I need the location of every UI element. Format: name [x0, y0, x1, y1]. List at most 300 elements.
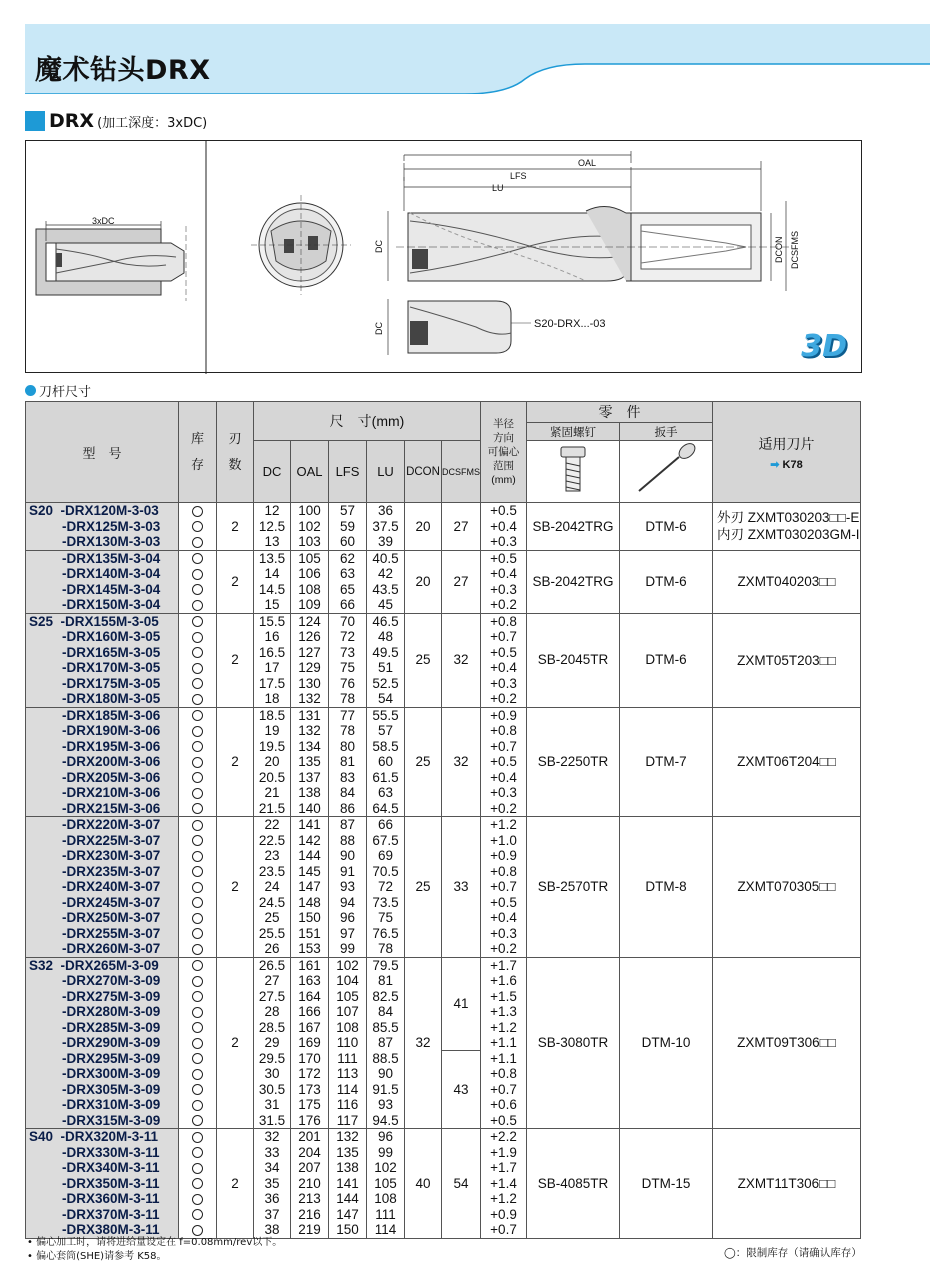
- lfs-cell: [329, 550, 367, 613]
- dc-cell: [254, 550, 291, 613]
- lu-cell-value: 78: [377, 941, 394, 956]
- stock-indicator: [179, 551, 216, 567]
- oal-cell-value: 108: [298, 581, 321, 597]
- model-name: -DRX185M-3-06: [62, 707, 161, 723]
- dc-cell-value: 22.5: [258, 832, 286, 848]
- dc-cell-value: 31.5: [258, 1112, 286, 1128]
- circle-icon: [192, 788, 203, 799]
- dc-cell-value: 20.5: [258, 769, 286, 785]
- offset-cell-value: +0.8: [490, 613, 517, 629]
- dc-cell-value: 30: [264, 1066, 280, 1081]
- circle-icon: [192, 944, 203, 955]
- lfs-cell-value: 99: [339, 941, 356, 956]
- offset-cell-value: +0.9: [490, 848, 517, 863]
- offset-cell-value: +0.9: [490, 1206, 517, 1222]
- stock-indicator: [179, 723, 216, 739]
- lfs-cell-value: 147: [336, 1206, 359, 1222]
- lfs-cell-value: 94: [339, 894, 356, 910]
- model-name: -DRX165M-3-05: [62, 644, 161, 660]
- lfs-cell-value: 88: [339, 832, 356, 848]
- dcon-cell: 25: [405, 707, 442, 817]
- oal-cell-value: 131: [298, 707, 321, 723]
- table-row-group: [26, 503, 861, 551]
- table-row-group: [26, 613, 861, 707]
- lu-cell-value: 55.5: [372, 707, 399, 723]
- circle-icon: [192, 663, 203, 674]
- dcsfms-cell: 54: [442, 1129, 481, 1239]
- model-cell: [26, 550, 179, 613]
- lfs-cell: [329, 707, 367, 817]
- lu-cell-value: 70.5: [372, 863, 399, 879]
- model-name: -DRX310M-3-09: [62, 1097, 161, 1112]
- circle-icon: [192, 976, 203, 987]
- offset-cell: [481, 707, 527, 817]
- model-name: S25 -DRX155M-3-05: [29, 613, 159, 629]
- lfs-cell-value: 90: [339, 848, 356, 863]
- oal-cell-value: 109: [298, 597, 321, 612]
- lfs-cell-value: 116: [336, 1097, 359, 1112]
- insert-name: ZXMT06T204□□: [737, 754, 836, 770]
- circle-icon: [192, 757, 203, 768]
- model-name: -DRX135M-3-04: [62, 550, 161, 566]
- dc-cell-value: 13.5: [258, 550, 286, 566]
- stock-indicator: [179, 629, 216, 645]
- circle-icon: [192, 1007, 203, 1018]
- circle-icon: [192, 569, 203, 580]
- offset-cell-value: +1.2: [490, 1191, 517, 1206]
- oal-cell-value: 140: [298, 800, 321, 816]
- lu-cell-value: 61.5: [372, 769, 399, 785]
- table-row-group: [26, 957, 861, 1129]
- screw-cell: SB-2045TR: [527, 613, 620, 707]
- dc-cell-value: 29: [264, 1035, 280, 1050]
- label-dcsfms: DCSFMS: [790, 231, 800, 269]
- stock-indicator: [179, 676, 216, 692]
- screw-cell: SB-2042TRG: [527, 550, 620, 613]
- oal-cell-value: 135: [298, 754, 321, 769]
- dc-cell-value: 25: [264, 910, 280, 925]
- dc-cell-value: 14.5: [258, 581, 286, 597]
- offset-cell-value: +2.2: [490, 1129, 517, 1144]
- lfs-cell-value: 105: [336, 988, 359, 1004]
- screw-cell: SB-3080TR: [527, 957, 620, 1129]
- lfs-cell-value: 76: [339, 675, 356, 691]
- circle-icon: [192, 928, 203, 939]
- dc-cell-value: 30.5: [258, 1081, 286, 1097]
- circle-icon: [192, 897, 203, 908]
- dcon-cell: 32: [405, 957, 442, 1129]
- dc-cell-value: 19.5: [258, 738, 286, 754]
- circle-icon: [192, 960, 203, 971]
- oal-cell: [291, 1129, 329, 1239]
- lu-cell-value: 72: [377, 879, 394, 894]
- page-title: 魔术钻头DRX: [35, 55, 211, 86]
- oal-cell-value: 147: [298, 879, 321, 894]
- header-teeth-2: 数: [228, 457, 242, 472]
- lfs-cell-value: 81: [339, 754, 356, 769]
- stock-indicator: [179, 958, 216, 974]
- offset-cell-value: +1.5: [490, 988, 517, 1004]
- dc-cell: [254, 817, 291, 958]
- dc-cell-value: 21: [264, 785, 280, 800]
- lu-cell-value: 99: [377, 1144, 394, 1160]
- circle-icon: [192, 1069, 203, 1080]
- lfs-cell-value: 78: [339, 691, 356, 706]
- lu-cell-value: 60: [377, 754, 394, 769]
- oal-cell-value: 145: [298, 863, 321, 879]
- stock-indicator: [179, 534, 216, 550]
- circle-icon: [192, 1100, 203, 1111]
- circle-icon: [192, 1115, 203, 1126]
- circle-icon: [192, 882, 203, 893]
- insert-cell: [713, 817, 861, 958]
- lfs-cell-value: 132: [336, 1129, 359, 1144]
- offset-cell-value: +0.2: [490, 941, 517, 956]
- sub-heading-text: 刀杆尺寸: [39, 385, 92, 400]
- model-name: -DRX270M-3-09: [62, 973, 161, 988]
- stock-legend: ◯：限制库存（请确认库存）: [724, 1247, 862, 1259]
- label-oal: OAL: [578, 158, 597, 168]
- offset-cell-value: +1.7: [490, 957, 517, 973]
- circle-icon: [192, 506, 203, 517]
- model-name: -DRX180M-3-05: [62, 691, 161, 706]
- dc-cell-value: 15.5: [258, 613, 286, 629]
- oal-cell: [291, 957, 329, 1129]
- circle-icon: [192, 1132, 203, 1143]
- header-screw: 紧固螺钉: [527, 423, 620, 441]
- lfs-cell-value: 60: [339, 534, 356, 549]
- lu-cell-value: 108: [374, 1191, 397, 1206]
- model-cell: [26, 503, 179, 551]
- insert-cell: [713, 1129, 861, 1239]
- model-name: -DRX275M-3-09: [62, 988, 161, 1004]
- lfs-cell-value: 57: [339, 503, 356, 518]
- sub-heading: [25, 381, 91, 400]
- model-name: -DRX340M-3-11: [62, 1160, 160, 1175]
- offset-cell-value: +1.4: [490, 1175, 517, 1191]
- lu-cell-value: 48: [377, 629, 394, 644]
- offset-cell-value: +1.9: [490, 1144, 517, 1160]
- lu-cell-value: 75: [377, 910, 394, 925]
- dc-cell-value: 26.5: [258, 957, 286, 973]
- oal-cell-value: 170: [298, 1050, 321, 1066]
- circle-icon: [192, 1209, 203, 1220]
- stock-indicator: [179, 582, 216, 598]
- oal-cell-value: 219: [298, 1222, 321, 1237]
- dc-cell-value: 24: [264, 879, 280, 894]
- circle-icon: [192, 1178, 203, 1189]
- circle-icon: [192, 616, 203, 627]
- lfs-cell-value: 150: [336, 1222, 359, 1237]
- stock-cell: [179, 957, 217, 1129]
- stock-indicator: [179, 817, 216, 833]
- dc-cell-value: 18.5: [258, 707, 286, 723]
- teeth-cell: 2: [217, 613, 254, 707]
- lfs-cell-value: 141: [336, 1175, 359, 1191]
- insert-cell: [713, 550, 861, 613]
- dc-cell: [254, 957, 291, 1129]
- lu-cell-value: 39: [377, 534, 394, 549]
- offset-cell-value: +0.5: [490, 503, 517, 518]
- stock-indicator: [179, 770, 216, 786]
- model-cell: [26, 1129, 179, 1239]
- dc-cell-value: 26: [264, 941, 280, 956]
- model-name: S20 -DRX120M-3-03: [29, 503, 159, 518]
- lu-cell-value: 96: [377, 1129, 394, 1144]
- lu-cell-value: 42: [377, 566, 394, 581]
- dc-cell-value: 23: [264, 848, 280, 863]
- offset-cell-value: +0.4: [490, 518, 517, 534]
- model-name: -DRX215M-3-06: [62, 800, 161, 816]
- wrench-image: [620, 441, 713, 503]
- model-name: -DRX360M-3-11: [62, 1191, 160, 1206]
- page-header: [25, 24, 930, 94]
- table-row-group: [26, 817, 861, 958]
- model-name: -DRX225M-3-07: [62, 832, 161, 848]
- header-lu: LU: [367, 441, 405, 503]
- offset-cell-value: +0.5: [490, 550, 517, 566]
- stock-indicator: [179, 1160, 216, 1176]
- stock-indicator: [179, 645, 216, 661]
- lu-cell: [367, 1129, 405, 1239]
- lfs-cell: [329, 1129, 367, 1239]
- circle-icon: [192, 1022, 203, 1033]
- dc-cell-value: 16.5: [258, 644, 286, 660]
- oal-cell-value: 169: [298, 1035, 321, 1050]
- stock-cell: [179, 613, 217, 707]
- dc-cell-value: 36: [264, 1191, 280, 1206]
- dcon-cell: 40: [405, 1129, 442, 1239]
- lfs-cell-value: 97: [339, 925, 356, 941]
- label-dc: DC: [374, 240, 384, 253]
- label-lu: LU: [492, 183, 504, 193]
- lfs-cell-value: 93: [339, 879, 356, 894]
- offset-cell-value: +0.7: [490, 738, 517, 754]
- offset-cell-value: +1.1: [490, 1050, 517, 1066]
- dcsfms-cell: 32: [442, 707, 481, 817]
- oal-cell-value: 172: [298, 1066, 321, 1081]
- dcon-cell: 20: [405, 503, 442, 551]
- model-name: -DRX145M-3-04: [62, 581, 161, 597]
- oal-cell-value: 150: [298, 910, 321, 925]
- model-name: -DRX210M-3-06: [62, 785, 161, 800]
- model-name: -DRX280M-3-09: [62, 1004, 161, 1019]
- oal-cell: [291, 503, 329, 551]
- oal-cell-value: 137: [298, 769, 321, 785]
- dc-cell-value: 31: [264, 1097, 280, 1112]
- stock-indicator: [179, 1035, 216, 1051]
- oal-cell-value: 132: [298, 691, 321, 706]
- stock-indicator: [179, 879, 216, 895]
- stock-indicator: [179, 614, 216, 630]
- dcon-cell: 25: [405, 817, 442, 958]
- lfs-cell-value: 86: [339, 800, 356, 816]
- model-name: -DRX220M-3-07: [62, 817, 161, 832]
- lu-cell-value: 85.5: [372, 1019, 399, 1035]
- stock-indicator: [179, 1004, 216, 1020]
- lfs-cell-value: 91: [339, 863, 356, 879]
- stock-indicator: [179, 1207, 216, 1223]
- bullet-icon: [25, 385, 36, 396]
- arrow-right-icon: ➡: [770, 458, 780, 471]
- model-name: -DRX195M-3-06: [62, 738, 161, 754]
- stock-cell: [179, 707, 217, 817]
- wrench-cell: DTM-6: [620, 550, 713, 613]
- stock-indicator: [179, 1129, 216, 1145]
- offset-cell-value: +1.6: [490, 973, 517, 988]
- dcsfms-cell: 27: [442, 503, 481, 551]
- wrench-cell: DTM-6: [620, 613, 713, 707]
- model-name: -DRX240M-3-07: [62, 879, 161, 894]
- offset-cell-value: +0.3: [490, 925, 517, 941]
- header-dcsfms: DCSFMS: [442, 441, 481, 503]
- dc-cell-value: 23.5: [258, 863, 286, 879]
- oal-cell-value: 141: [298, 817, 321, 832]
- lfs-cell-value: 114: [336, 1081, 359, 1097]
- oal-cell-value: 164: [298, 988, 321, 1004]
- stock-indicator: [179, 1113, 216, 1129]
- oal-cell-value: 176: [298, 1112, 321, 1128]
- model-cell: [26, 613, 179, 707]
- circle-icon: [192, 820, 203, 831]
- dcsfms-value-b: 43: [453, 1081, 469, 1097]
- model-name: -DRX205M-3-06: [62, 769, 161, 785]
- lu-cell-value: 43.5: [372, 581, 399, 597]
- offset-cell-value: +0.8: [490, 863, 517, 879]
- header-stock-2: 存: [190, 457, 204, 472]
- lu-cell-value: 49.5: [372, 644, 399, 660]
- lfs-cell-value: 117: [336, 1112, 359, 1128]
- label-lfs: LFS: [510, 171, 527, 181]
- lfs-cell-value: 77: [339, 707, 356, 723]
- header-offset-2: 方向: [493, 432, 514, 444]
- insert-name: 外刃 ZXMT030203□□-E: [717, 510, 860, 526]
- stock-indicator: [179, 1082, 216, 1098]
- header-lfs: LFS: [329, 441, 367, 503]
- model-name: -DRX290M-3-09: [62, 1035, 161, 1050]
- lfs-cell-value: 72: [339, 629, 356, 644]
- model-name: -DRX255M-3-07: [62, 925, 161, 941]
- model-name: -DRX330M-3-11: [62, 1144, 160, 1160]
- header-model: 型 号: [26, 402, 179, 503]
- model-name: -DRX200M-3-06: [62, 754, 161, 769]
- insert-cell: [713, 613, 861, 707]
- dc-cell-value: 13: [264, 534, 280, 549]
- stock-indicator: [179, 754, 216, 770]
- lu-cell-value: 114: [374, 1222, 397, 1237]
- dc-cell-value: 24.5: [258, 894, 286, 910]
- lfs-cell-value: 65: [339, 581, 356, 597]
- stock-indicator: [179, 519, 216, 535]
- circle-icon: [192, 694, 203, 705]
- oal-cell-value: 175: [298, 1097, 321, 1112]
- screw-image: [527, 441, 620, 503]
- dc-cell-value: 28: [264, 1004, 280, 1019]
- offset-cell: [481, 503, 527, 551]
- insert-name: ZXMT11T306□□: [737, 1175, 836, 1191]
- stock-indicator: [179, 1145, 216, 1161]
- wrench-cell: DTM-8: [620, 817, 713, 958]
- lfs-cell-value: 63: [339, 566, 356, 581]
- stock-indicator: [179, 597, 216, 613]
- screw-cell: SB-2250TR: [527, 707, 620, 817]
- dc-cell: [254, 613, 291, 707]
- lfs-cell-value: 73: [339, 644, 356, 660]
- offset-cell-value: +0.5: [490, 754, 517, 769]
- stock-indicator: [179, 503, 216, 519]
- stock-indicator: [179, 941, 216, 957]
- oal-cell-value: 102: [298, 518, 321, 534]
- circle-icon: [192, 913, 203, 924]
- teeth-cell: 2: [217, 707, 254, 817]
- header-offset-3: 可偏心: [487, 446, 520, 458]
- dc-cell-value: 38: [264, 1222, 280, 1237]
- dc-cell-value: 20: [264, 754, 280, 769]
- dc-cell: [254, 503, 291, 551]
- insert-name: ZXMT070305□□: [737, 879, 836, 895]
- offset-cell-value: +0.9: [490, 707, 517, 723]
- model-name: -DRX160M-3-05: [62, 629, 161, 644]
- drawing-figure: [26, 141, 863, 374]
- stock-cell: [179, 817, 217, 958]
- teeth-cell: 2: [217, 503, 254, 551]
- header-stock-1: 库: [190, 431, 204, 446]
- header-parts: 零 件: [527, 402, 713, 423]
- oal-cell-value: 210: [298, 1175, 321, 1191]
- teeth-cell: 2: [217, 817, 254, 958]
- oal-cell-value: 201: [298, 1129, 321, 1144]
- table-row-group: [26, 707, 861, 817]
- model-name: -DRX140M-3-04: [62, 566, 161, 581]
- stock-indicator: [179, 989, 216, 1005]
- insert-cell: [713, 503, 861, 551]
- dcsfms-cell: 32: [442, 613, 481, 707]
- offset-cell-value: +0.6: [490, 1097, 517, 1112]
- lfs-cell-value: 62: [339, 550, 356, 566]
- offset-cell-value: +1.2: [490, 1019, 517, 1035]
- header-oal: OAL: [291, 441, 329, 503]
- circle-icon: [192, 803, 203, 814]
- oal-cell-value: 130: [298, 675, 321, 691]
- model-name: -DRX350M-3-11: [62, 1175, 160, 1191]
- circle-icon: [192, 537, 203, 548]
- model-name: -DRX245M-3-07: [62, 894, 161, 910]
- label-dc-detail: DC: [374, 322, 384, 335]
- lu-cell: [367, 817, 405, 958]
- dc-cell-value: 18: [264, 691, 280, 706]
- lu-cell-value: 69: [377, 848, 394, 863]
- dc-cell-value: 32: [264, 1129, 280, 1144]
- teeth-cell: 2: [217, 1129, 254, 1239]
- offset-cell-value: +0.5: [490, 644, 517, 660]
- section-sub: (加工深度：3xDC): [97, 115, 208, 131]
- lfs-cell-value: 110: [336, 1035, 359, 1050]
- screw-cell: SB-2570TR: [527, 817, 620, 958]
- lu-cell-value: 64.5: [372, 800, 399, 816]
- dcon-cell: 20: [405, 550, 442, 613]
- circle-icon: [192, 1053, 203, 1064]
- lfs-cell: [329, 503, 367, 551]
- offset-cell-value: +0.3: [490, 534, 517, 549]
- lu-cell-value: 81: [377, 973, 394, 988]
- stock-indicator: [179, 1176, 216, 1192]
- oal-cell-value: 106: [298, 566, 321, 581]
- footnote-2: • 偏心套筒(SHE)请参考 K58。: [27, 1251, 167, 1262]
- offset-cell-value: +0.2: [490, 597, 517, 612]
- oal-cell-value: 132: [298, 723, 321, 738]
- lu-cell-value: 82.5: [372, 988, 399, 1004]
- insert-cell: [713, 707, 861, 817]
